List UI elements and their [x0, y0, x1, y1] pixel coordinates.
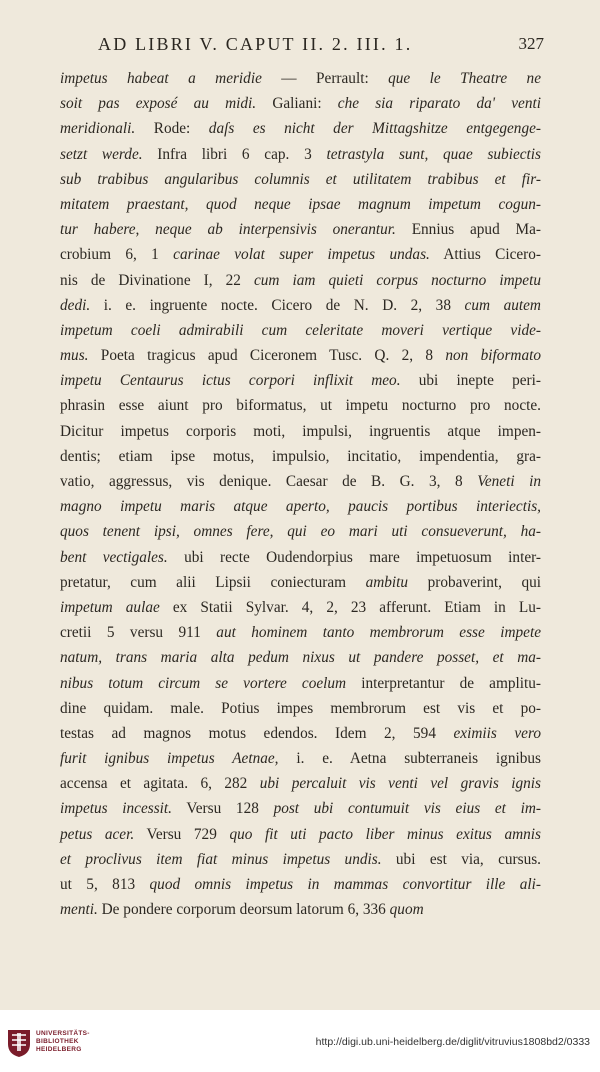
text-segment: Versu 729: [134, 825, 230, 843]
italic-segment: eximiis vero: [453, 724, 541, 742]
page-header: [0, 34, 600, 56]
italic-segment: impetus habeat a meridie: [60, 70, 262, 87]
italic-segment: impetu Centaurus ictus corpori inflixit meo.: [60, 372, 401, 390]
italic-segment: magno impetu maris atque aperto, paucis portibus interiectis,: [60, 498, 541, 516]
italic-segment: quos tenent ipsi, omnes fere, qui eo mari uti consueverunt, ha-: [60, 523, 541, 541]
italic-segment: natum, trans maria alta pedum nixus ut pandere posset, et ma-: [60, 649, 541, 667]
text-line: [60, 847, 541, 872]
library-name-line: HEIDELBERG: [36, 1046, 82, 1053]
text-segment: Ennius apud Ma-: [395, 221, 541, 239]
italic-segment: quom: [389, 901, 424, 919]
italic-segment: post ubi contumuit vis eius et im-: [273, 800, 541, 818]
italic-segment: impetum coeli admirabili cum celeritate moveri vertique vide-: [60, 321, 541, 339]
text-segment: interpretantur de amplitu-: [346, 674, 542, 692]
text-line: [60, 897, 541, 922]
running-head: AD LIBRI V. CAPUT II. 2. III. 1.: [98, 34, 413, 54]
italic-segment: nibus totum circum se vortere coelum: [60, 674, 347, 692]
text-segment: ex Statii Sylvar. 4, 2, 23 afferunt. Etiam in Lu-: [159, 598, 542, 616]
source-url-link[interactable]: http://digi.ub.uni-heidelberg.de/diglit/vitruvius1808bd2/0333: [315, 1036, 590, 1048]
text-segment: Infra libri 6 cap. 3: [142, 145, 327, 163]
italic-segment: quo fit uti pacto liber minus exitus amnis: [229, 825, 541, 843]
text-line: [60, 444, 541, 469]
text-line: [60, 293, 541, 318]
text-line: [60, 519, 541, 544]
text-line: [60, 242, 541, 267]
text-segment: Rode:: [135, 120, 209, 138]
text-segment: ubi inepte peri-: [400, 372, 541, 390]
italic-segment: bent vectigales.: [60, 548, 168, 566]
text-line: [60, 671, 541, 696]
italic-segment: mitatem praestant, quod neque ipsae magnum impetum cogun-: [60, 195, 541, 213]
text-line: [60, 142, 541, 167]
italic-segment: quod omnis impetus in mammas convortitur ille ali-: [149, 876, 541, 893]
text-segment: — Perrault:: [261, 70, 389, 87]
text-line: [60, 318, 541, 343]
text-line: [60, 393, 541, 418]
text-line: [60, 822, 541, 847]
text-segment: crobium 6, 1: [60, 246, 174, 264]
text-line: [60, 368, 541, 393]
text-segment: pretatur, cum alii Lipsii coniecturam: [60, 573, 366, 591]
text-line: [60, 66, 541, 91]
page-number: 327: [518, 34, 544, 53]
italic-segment: Veneti in: [477, 473, 541, 490]
italic-segment: impetus incessit.: [60, 800, 172, 818]
text-segment: Versu 128: [171, 800, 274, 818]
italic-segment: mus.: [60, 347, 89, 365]
italic-segment: que le Theatre ne: [388, 70, 541, 87]
text-line: [60, 545, 541, 570]
text-line: [60, 91, 541, 116]
italic-segment: non biformato: [445, 347, 541, 365]
text-line: [60, 116, 541, 141]
text-segment: Galiani:: [256, 95, 338, 113]
text-line: [60, 645, 541, 670]
text-line: [60, 746, 541, 771]
text-segment: testas ad magnos motus edendos. Idem 2, 594: [60, 724, 454, 742]
library-seal-icon: [6, 1028, 32, 1058]
italic-segment: tetrastyla sunt, quae subiectis: [326, 145, 541, 163]
italic-segment: carinae volat super impetus undas.: [173, 246, 430, 264]
text-segment: ubi est via, cursus.: [381, 850, 541, 868]
text-segment: ut 5, 813: [60, 876, 150, 893]
text-line: [60, 771, 541, 796]
text-segment: probaverint, qui: [408, 573, 541, 591]
italic-segment: menti.: [60, 901, 98, 919]
text-segment: phrasin esse aiunt pro biformatus, ut impetu nocturno pro nocte.: [60, 397, 541, 415]
italic-segment: impetum aulae: [60, 598, 160, 616]
italic-segment: ambitu: [365, 573, 409, 591]
text-line: [60, 469, 541, 494]
text-line: [60, 268, 541, 293]
text-segment: accensa et agitata. 6, 282: [60, 775, 260, 793]
italic-segment: sub trabibus angularibus columnis et utilitatem trabibus et fir-: [60, 170, 541, 188]
text-line: [60, 167, 541, 192]
body-text: [60, 66, 541, 922]
text-segment: cretii 5 versu 911: [60, 624, 217, 642]
text-line: [60, 721, 541, 746]
italic-segment: setzt werde.: [60, 145, 143, 163]
text-segment: Dicitur impetus corporis moti, impulsi, ingruentis atque impen-: [60, 422, 541, 440]
italic-segment: furit ignibus impetus Aetnae,: [60, 750, 279, 768]
italic-segment: petus acer.: [60, 825, 135, 843]
text-segment: ubi recte Oudendorpius mare impetuosum inter-: [167, 548, 541, 566]
viewer-footer: [0, 1010, 600, 1072]
text-segment: De pondere corporum deorsum latorum 6, 336: [97, 901, 390, 919]
text-line: [60, 595, 541, 620]
italic-segment: meridionali.: [60, 120, 136, 138]
italic-segment: ubi percaluit vis venti vel gravis ignis: [259, 775, 541, 793]
library-name-line: BIBLIOTHEK: [36, 1038, 79, 1045]
italic-segment: cum autem: [464, 296, 541, 314]
italic-segment: aut hominem tanto membrorum esse impete: [216, 624, 541, 642]
text-line: [60, 796, 541, 821]
italic-segment: cum iam quieti corpus nocturno impetu: [253, 271, 541, 289]
text-line: [60, 696, 541, 721]
italic-segment: et proclivus item fiat minus impetus undis.: [60, 850, 382, 868]
text-line: [60, 620, 541, 645]
library-name-line: UNIVERSITÄTS-: [36, 1030, 90, 1037]
library-name: [36, 1030, 90, 1054]
text-line: [60, 419, 541, 444]
text-segment: vatio, aggressus, vis denique. Caesar de B. G. 3, 8: [60, 473, 478, 490]
text-line: [60, 570, 541, 595]
text-segment: dine quidam. male. Potius impes membrorum est vis et po-: [60, 699, 541, 717]
text-segment: i. e. Aetna subterraneis ignibus: [278, 750, 541, 768]
italic-segment: tur habere, neque ab interpensivis onerantur.: [60, 221, 396, 239]
text-segment: dentis; etiam ipse motus, impulsio, incitatio, impendentia, gra-: [60, 447, 541, 465]
text-line: [60, 872, 541, 897]
text-line: [60, 343, 541, 368]
italic-segment: che sia riparato da' venti: [337, 95, 541, 113]
italic-segment: daſs es nicht der Mittagshitze entgegenge-: [208, 120, 541, 138]
text-segment: nis de Divinatione I, 22: [60, 271, 254, 289]
text-segment: Attius Cicero-: [429, 246, 541, 264]
text-segment: i. e. ingruente nocte. Cicero de N. D. 2, 38: [90, 296, 465, 314]
text-line: [60, 494, 541, 519]
italic-segment: dedi.: [60, 296, 91, 314]
text-line: [60, 217, 541, 242]
text-line: [60, 192, 541, 217]
text-segment: Poeta tragicus apud Ciceronem Tusc. Q. 2, 8: [88, 347, 446, 365]
italic-segment: soit pas exposé au midi.: [60, 95, 257, 113]
